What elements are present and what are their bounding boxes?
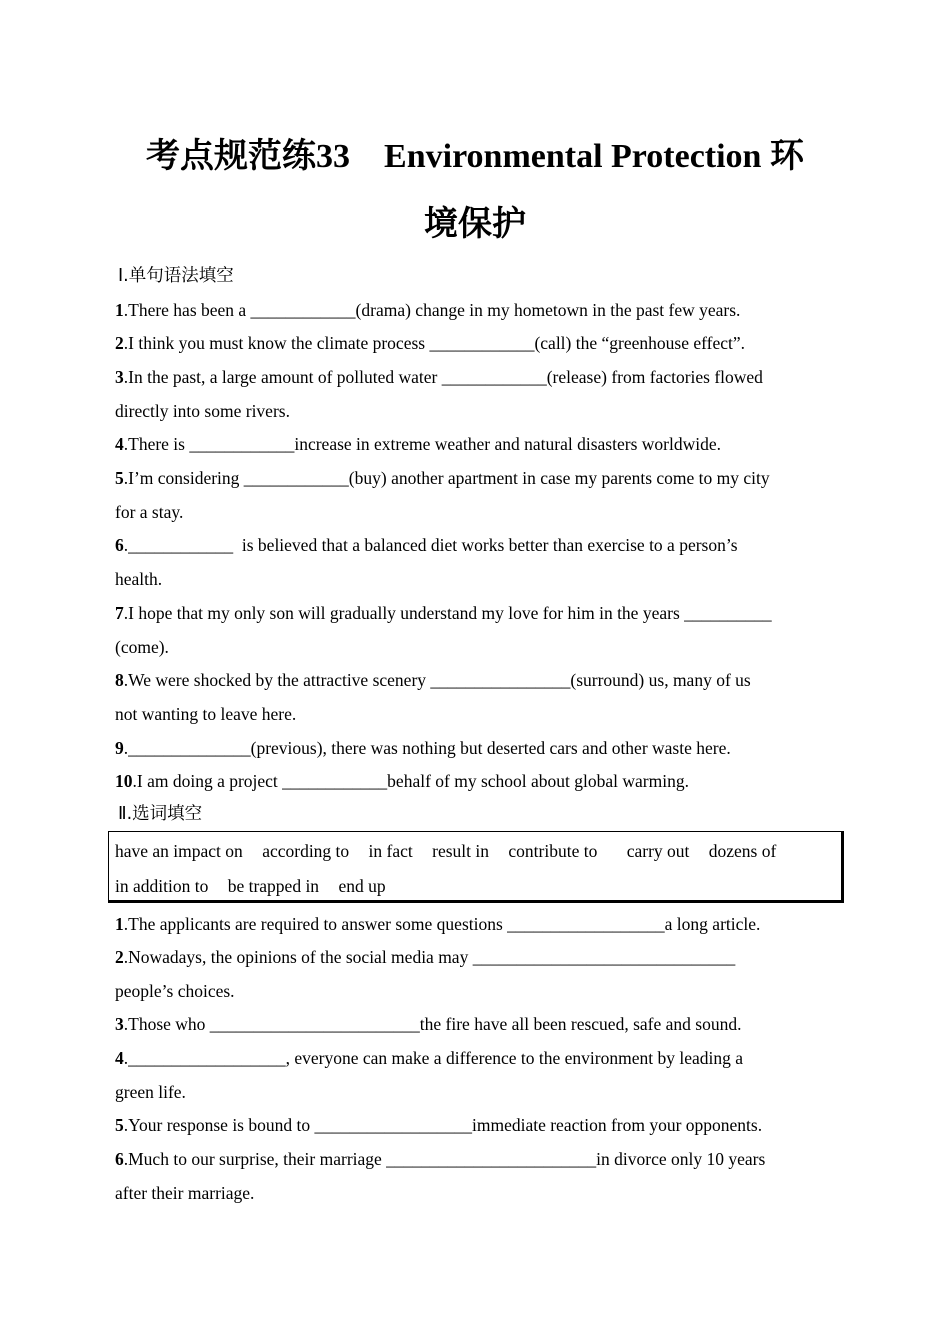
question-number: 3 [115, 1014, 124, 1034]
s1-q5-line2: for a stay. [115, 502, 184, 522]
question-text: .There has been a ____________(drama) change in my hometown in the past few years. [123, 300, 741, 320]
s1-q8-line2: not wanting to leave here. [115, 704, 297, 724]
word-bank-phrase: in addition to [115, 876, 209, 896]
s2-q3-line1 [115, 1013, 741, 1035]
question-text: .There is ____________increase in extreme weather and natural disasters worldwide. [123, 434, 721, 454]
s2-q4-line2: green life. [115, 1082, 186, 1102]
s1-q7-line1 [115, 602, 772, 624]
word-bank-phrase: end up [338, 876, 386, 896]
s1-q6-line2: health. [115, 569, 163, 589]
s1-q3-line1 [115, 366, 763, 388]
question-text: .______________(previous), there was nothing but deserted cars and other waste here. [123, 738, 731, 758]
question-text: .____________ is believed that a balanced diet works better than exercise to a person’s [123, 535, 738, 555]
s2-q4-line1 [115, 1047, 743, 1069]
question-number: 10 [115, 771, 133, 791]
question-text: .The applicants are required to answer some questions __________________a long article. [123, 914, 761, 934]
question-number: 8 [115, 670, 124, 690]
question-number: 6 [115, 535, 124, 555]
question-text: .I am doing a project ____________behalf of my school about global warming. [132, 771, 689, 791]
question-text: .I’m considering ____________(buy) another apartment in case my parents come to my city [123, 468, 770, 488]
s1-q5-line1 [115, 467, 770, 489]
word-bank-phrase: according to [262, 841, 350, 861]
s1-q9-line1 [115, 737, 731, 759]
question-text: .Your response is bound to __________________immediate reaction from your opponents. [123, 1115, 763, 1135]
s2-q1-line1 [115, 913, 760, 935]
question-text: .Those who ________________________the fire have all been rescued, safe and sound. [123, 1014, 742, 1034]
question-number: 4 [115, 1048, 124, 1068]
word-bank-row-1 [115, 840, 776, 862]
title-english: Environmental Protection 环 [384, 138, 804, 175]
s2-q2-line1 [115, 946, 735, 968]
question-text: .We were shocked by the attractive scenery ________________(surround) us, many of us [123, 670, 751, 690]
word-bank-box [108, 831, 844, 903]
s1-q7-line2: (come). [115, 637, 169, 657]
section-1-heading: Ⅰ.单句语法填空 [118, 266, 234, 286]
s1-q8-line1 [115, 669, 751, 691]
s2-q2-line2: people’s choices. [115, 981, 235, 1001]
question-number: 3 [115, 367, 124, 387]
s1-q6-line1 [115, 534, 738, 556]
word-bank-phrase: have an impact on [115, 841, 243, 861]
word-bank-phrase: in fact [368, 841, 413, 861]
page-title-line-1 [100, 140, 850, 174]
question-text: .Much to our surprise, their marriage ________________________in divorce only 10 years [123, 1149, 766, 1169]
question-text: .__________________, everyone can make a difference to the environment by leading a [123, 1048, 744, 1068]
title-chinese: 考点规范练 [146, 138, 317, 175]
question-text: .I think you must know the climate process ____________(call) the “greenhouse effect”. [123, 333, 745, 353]
s1-q3-line2: directly into some rivers. [115, 401, 290, 421]
question-text: .I hope that my only son will gradually understand my love for him in the years __________ [123, 603, 772, 623]
s2-q5-line1 [115, 1114, 762, 1136]
question-number: 1 [115, 300, 124, 320]
question-text: .In the past, a large amount of polluted water ____________(release) from factories flowed [123, 367, 763, 387]
question-number: 9 [115, 738, 124, 758]
word-bank-phrase: result in [432, 841, 490, 861]
question-number: 6 [115, 1149, 124, 1169]
s2-q6-line1 [115, 1148, 765, 1170]
s1-q1-line1 [115, 299, 740, 321]
word-bank-phrase: dozens of [708, 841, 777, 861]
s1-q2-line1 [115, 332, 745, 354]
s2-q6-line2: after their marriage. [115, 1183, 255, 1203]
word-bank-phrase: carry out [626, 841, 690, 861]
question-number: 4 [115, 434, 124, 454]
word-bank-row-2 [115, 875, 386, 897]
word-bank-phrase: be trapped in [227, 876, 320, 896]
page-title-line-2: 境保护 [424, 206, 526, 243]
question-number: 1 [115, 914, 124, 934]
word-bank-phrase: contribute to [508, 841, 598, 861]
title-number: 33 [316, 138, 351, 175]
question-number: 2 [115, 333, 124, 353]
s1-q4-line1 [115, 433, 721, 455]
question-number: 7 [115, 603, 124, 623]
question-text: .Nowadays, the opinions of the social media may ______________________________ [123, 947, 736, 967]
question-number: 2 [115, 947, 124, 967]
s1-q10-line1 [115, 770, 689, 792]
question-number: 5 [115, 468, 124, 488]
section-2-heading: Ⅱ.选词填空 [118, 804, 203, 824]
question-number: 5 [115, 1115, 124, 1135]
